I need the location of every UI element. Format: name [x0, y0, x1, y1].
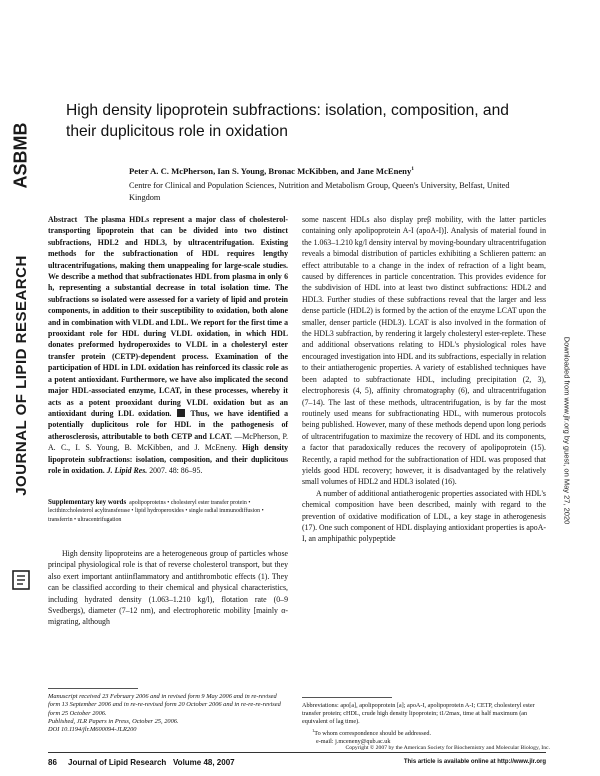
citation-title: High density lipoprotein subfractions: isolation, composition, and their duplicitous role in oxidation.: [48, 443, 289, 475]
footnote-divider-right: [302, 697, 392, 698]
correspondence-marker: 1: [312, 727, 315, 733]
keywords: [48, 498, 288, 524]
keywords-heading: Supplementary key words: [48, 498, 127, 506]
introduction-right: [302, 214, 546, 545]
doi: DOI 10.1194/jlr.M600094-JLR200: [48, 726, 137, 734]
abbreviations: Abbreviations: apo[a], apolipoprotein [a]; apoA-I, apolipoprotein A-I; CETP, cholesteryl ester transfer protein; cHDL, crude high density lipoprotein; t1/2max, time at half maximum (an equivalent of lag time).: [302, 702, 535, 726]
abstract-label: Abstract: [48, 215, 78, 224]
author-footnote-marker: 1: [411, 166, 414, 173]
correspondence-email[interactable]: e-mail: j.mceneny@qub.ac.uk: [316, 737, 391, 745]
introduction-left: [48, 548, 288, 628]
intro-paragraph: High density lipoproteins are a heterogeneous group of particles whose principal physiological role is that of reverse cholesterol transport, but they also exert important antiinflammatory and antithrombotic effects (1). They can be classified according to their chemical and physical characteristics, including hydrated density (1.063–1.210 kg/l), flotation rate (0–9 Svedbergs), diameter (7–12 nm), and electrophoretic mobility [mainly α-migrating, although: [48, 549, 288, 627]
journal-info: Journal of Lipid Research Volume 48, 2007: [68, 758, 235, 767]
publisher-logo-text: ASBMB: [10, 122, 31, 188]
affiliation: Centre for Clinical and Population Sciences, Nutrition and Metabolism Group, Queen's University, Belfast, United Kingdom: [129, 181, 510, 202]
manuscript-received: Manuscript received 23 February 2006 and in revised form 9 May 2006 and in re-revised form 13 September 2006 and in re-re-revised form 20 October 2006 and in re-re-re-revised form 25 October 2006.: [48, 693, 281, 717]
page-number: 86: [48, 758, 57, 767]
author-list: [129, 166, 539, 176]
right-paragraph-2: A number of additional antiatherogenic properties associated with HDL's chemical composition have been described, mainly with regard to the prevention of oxidative modification of LDL, a key stage in atherogenesis (17). One such component of HDL displaying antioxidant properties is apoA-I, an amphipathic polypeptide: [302, 488, 546, 544]
supplementary-material-icon[interactable]: [177, 409, 185, 417]
citation-year-pages: 2007. 48: 86–95.: [149, 465, 203, 475]
journal-name-vertical: [10, 210, 32, 540]
abstract-body: The plasma HDLs represent a major class of cholesterol-transporting lipoprotein that can be divided into two distinct subfractions, HDL2 and HDL3, by ultracentrifugation. Existing methods for the subfractionation of HDL requires lengthy ultracentrifugations, making them unappealing for large-scale studies. We describe a method that subfractionates HDL from plasma in only 6 h, representing a substantial decrease in total isolation time. The subfractions so isolated were assessed for a variety of lipid and protein components, in addition to their susceptibility to oxidation, both alone and in combination with VLDL and LDL. We report for the first time a prooxidant role for HDL during VLDL oxidation, in which HDL donates preformed hydroperoxides to VLDL in a cholesteryl ester transfer protein (CETP)-dependent process. Examination of the participation of HDL in LDL oxidation has reinforced its classic role as a potent antioxidant. Furthermore, we have also implicated the second major HDL-associated enzyme, LCAT, in these processes, whereby it acts as a potent prooxidant during VLDL oxidation but as an antioxidant during LDL oxidation.: [48, 215, 288, 418]
right-paragraph-1: some nascent HDLs also display preβ mobility, with the latter particles containing only apolipoprotein A-I (apoA-I)]. Analysis of material found in the 1.063–1.210 kg/l density interval by moving-boundary ultracentrifugation reveals a bimodal distribution of particles exhibiting a Schlieren pattern: an effect attributable to a change in the index of refraction of a light beam, caused by differences in particle concentration. This provides evidence for the subdivision of HDL into at least two distinct subfractions: HDL2 and HDL3. Further studies of these subfractions reveal that the larger and less dense particle (HDL2) is formed by the action of the enzyme LCAT upon the smaller, denser particle (HDL3). LCAT is also involved in the formation of the HDL3 subfraction, by rendering it largely cholesteryl ester-replete. These and additional observations relating to HDL's physiological roles have encouraged investigation into HDL and its subfractions, especially in relation to their antiatherogenic properties. A variety of established techniques have been adapted to subfractionate HDL, including precipitation (2, 3), electrophoresis (4, 5), affinity chromatography (6), and ultracentrifugation (7–14). The last of these methods, ultracentrifugation, is by far the most routinely used means for subfractionating HDL, with numerous protocols being published. However, many of these methods depend upon long periods of ultracentrifugation to maximize the recovery of HDL and its components, a factor that paradoxically reduces the recovery of apolipoprotein (15). Recently, a rapid method for the subfractionation of HDL was proposed that yields good HDL recovery; however, it is disadvantaged by the relatively small volumes of HDL2 and HDL3 isolated (16).: [302, 215, 546, 487]
keywords-list: apolipoproteins • cholesteryl ester transfer protein • lecithin:cholesterol acyltransferase • lipid hydroperoxides • single radial immunodiffusion • transferrin • ultracentrifugation: [48, 500, 264, 523]
abbreviations-footnote: [302, 702, 546, 746]
correspondence-note: To whom correspondence should be addressed.: [314, 729, 432, 737]
availability-note[interactable]: This article is available online at http://www.jlr.org: [403, 759, 546, 765]
author-names: Peter A. C. McPherson, Ian S. Young, Bronac McKibben, and Jane McEneny: [129, 166, 412, 176]
abstract-conclusion: Thus, we have identified a potentially duplicitous role for HDL in the pathogenesis of atherosclerosis, attributable to both CETP and LCAT.: [48, 408, 289, 441]
citation-prefix: —McPherson, P. A. C., I. S. Young, B. McKibben, and J. McEneny.: [48, 431, 288, 453]
copyright: Copyright © 2007 by the American Society for Biochemistry and Molecular Biology, Inc.: [345, 745, 550, 751]
download-note-text: Downloaded from www.jlr.org by guest, on May 27, 2020: [562, 336, 572, 524]
footnote-divider-left: [48, 688, 138, 689]
manuscript-history: [48, 693, 288, 734]
journal-emblem-icon: [9, 568, 33, 592]
citation-journal: J. Lipid Res.: [106, 465, 148, 475]
publisher-logo: [6, 100, 36, 210]
abstract: [48, 214, 288, 476]
footer-divider: [48, 752, 546, 753]
download-note: [552, 280, 582, 580]
page-footer: [48, 758, 308, 767]
article-title: High density lipoprotein subfractions: isolation, composition, and their duplicitous role in oxidation: [66, 102, 509, 140]
journal-name-text: JOURNAL OF LIPID RESEARCH: [12, 254, 30, 496]
published-date: Published, JLR Papers in Press, October 25, 2006.: [48, 717, 179, 725]
